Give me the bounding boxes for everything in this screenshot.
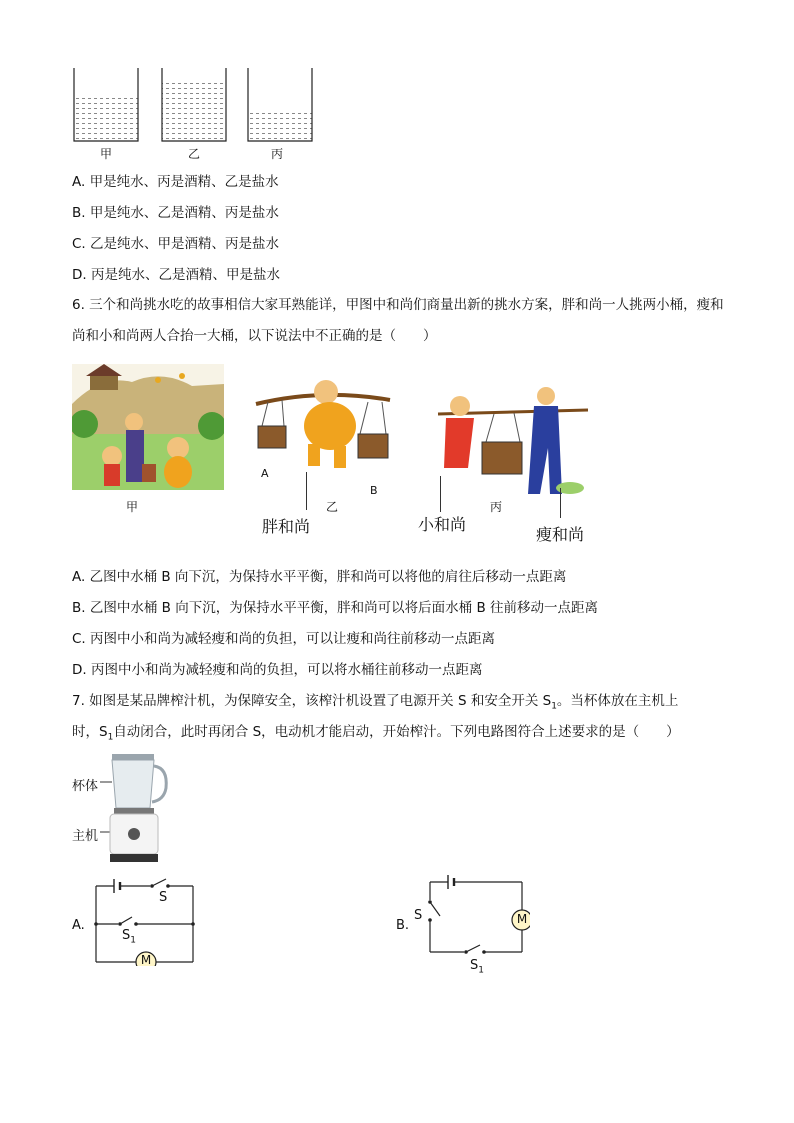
- monks-yi-svg: [252, 374, 394, 482]
- q5-option-c: C. 乙是纯水、甲是酒精、丙是盐水: [72, 236, 280, 252]
- q5-option-d: D. 丙是纯水、乙是酒精、甲是盐水: [72, 267, 280, 283]
- label-pang-monk: 胖和尚: [262, 517, 311, 536]
- q6-option-a: A. 乙图中水桶 B 向下沉，为保持水平平衡，胖和尚可以将他的肩往后移动一点距离: [72, 569, 567, 585]
- circuit-a-s1-sub: 1: [130, 935, 136, 946]
- circuit-b-option: B.: [396, 918, 410, 933]
- q6-option-b: B. 乙图中水桶 B 向下沉，为保持水平平衡，胖和尚可以将后面水桶 B 往前移动一点距离: [72, 600, 599, 616]
- monks-bing-svg: [420, 384, 596, 500]
- monks-jia-svg: [72, 364, 224, 490]
- circuit-b-label-s1: [470, 958, 484, 976]
- fig-label-yi: 乙: [325, 500, 338, 514]
- pointer-shou: [560, 488, 561, 518]
- circuit-b-svg: [424, 872, 530, 956]
- label-cup: 杯体: [72, 779, 99, 794]
- beaker-label-jia: 甲: [99, 147, 112, 161]
- beaker-jia: [74, 68, 138, 141]
- beaker-label-yi: 乙: [187, 147, 200, 161]
- circuit-a-option: A.: [72, 918, 85, 933]
- pointer-xiao: [440, 476, 441, 512]
- q7-stem-line1-text: 7. 如图是某品牌榨汁机，为保障安全，该榨汁机设置了电源开关 S 和安全开关 S: [72, 693, 552, 709]
- monks-picture-jia: [72, 364, 224, 490]
- q6-stem: 6. 三个和尚挑水吃的故事相信大家耳熟能详，甲图中和尚们商量出新的挑水方案，胖和尚一人挑两小桶，瘦和尚和小和尚两人合抬一大桶，以下说法中不正确的是（ ）: [72, 297, 724, 344]
- q7-stem-line1-sub: 1: [551, 701, 557, 712]
- circuit-b: [424, 872, 530, 956]
- beaker-label-bing: 丙: [270, 147, 283, 161]
- q5-option-b: B. 甲是纯水、乙是酒精、丙是盐水: [72, 205, 279, 221]
- beakers-figure: [70, 66, 320, 146]
- q5-option-a: A. 甲是纯水、丙是酒精、乙是盐水: [72, 174, 279, 190]
- circuit-a-label-s: S: [159, 890, 168, 905]
- q7-stem-line1-end: 。当杯体放在主机上: [556, 693, 679, 709]
- circuit-a-s1-text: S: [122, 928, 131, 943]
- circuit-b-motor-label: M: [516, 912, 528, 926]
- q7-stem-line2-end: 自动闭合，此时再闭合 S，电动机才能启动，开始榨汁。下列电路图符合上述要求的是（ ）: [113, 724, 680, 740]
- q7-stem-line2-start: 时，S: [72, 724, 108, 740]
- circuit-a-label-s1: [122, 928, 136, 946]
- label-shou-monk: 瘦和尚: [536, 525, 585, 544]
- pointer-pang: [306, 472, 307, 510]
- beaker-yi: [162, 68, 226, 141]
- beaker-bing: [248, 68, 312, 141]
- juicer-svg: [100, 752, 172, 864]
- monks-picture-bing: [420, 384, 596, 500]
- fig-label-a: A: [261, 467, 269, 480]
- q7-stem-line1: [72, 692, 678, 716]
- monks-picture-yi: [252, 374, 394, 482]
- q6-option-d: D. 丙图中小和尚为减轻瘦和尚的负担，可以将水桶往前移动一点距离: [72, 662, 483, 678]
- circuit-a-motor-label: M: [140, 953, 152, 967]
- label-xiao-monk: 小和尚: [418, 515, 467, 534]
- q7-stem-line2-sub: 1: [107, 732, 114, 743]
- beakers-svg: [70, 66, 320, 146]
- q7-stem-line2: [72, 723, 680, 747]
- circuit-b-s1-text: S: [470, 958, 479, 973]
- circuit-b-s1-sub: 1: [478, 965, 484, 976]
- fig-label-jia: 甲: [125, 500, 138, 514]
- label-base: 主机: [72, 829, 99, 844]
- circuit-b-label-s: S: [414, 908, 423, 923]
- juicer-picture: [100, 752, 172, 864]
- fig-label-b: B: [370, 484, 378, 497]
- fig-label-bing: 丙: [489, 500, 502, 514]
- q6-option-c: C. 丙图中小和尚为减轻瘦和尚的负担，可以让瘦和尚往前移动一点距离: [72, 631, 496, 647]
